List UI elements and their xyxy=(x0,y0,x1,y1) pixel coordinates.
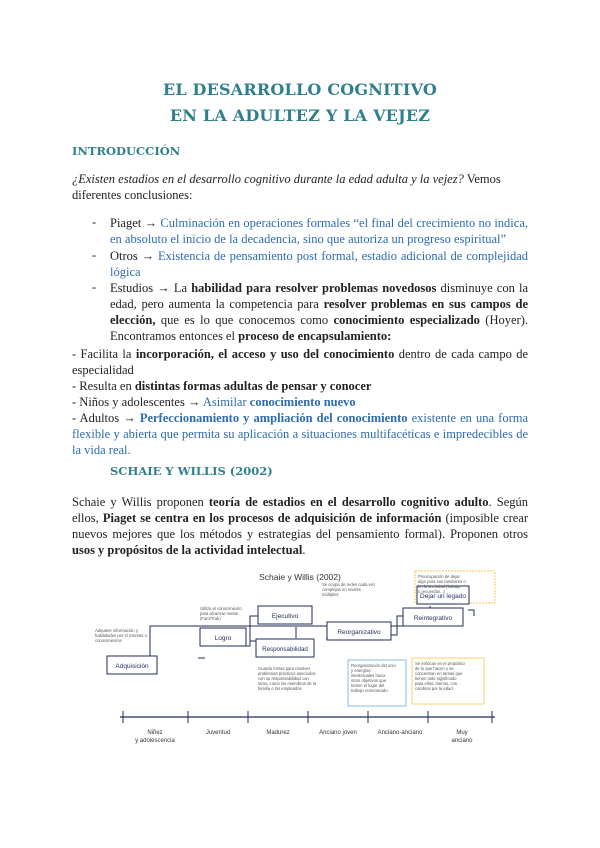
intro-question-tail: Vemos diferentes conclusiones: xyxy=(72,172,501,202)
text: disminuye con la edad, pero aumenta la competencia para xyxy=(110,281,529,311)
note-line: intelectuales hacia xyxy=(351,673,386,678)
note-line: cambios por la edad xyxy=(415,686,453,691)
bold-text: incorporación, el acceso y uso del conocimiento xyxy=(135,347,395,361)
note-line: para alcanzar metas xyxy=(200,611,238,616)
item-otros-who: Otros xyxy=(110,249,138,263)
note-line: Utiliza el conocimiento xyxy=(200,606,242,611)
note-line: conocimientos xyxy=(95,638,122,643)
note-line: Preocupación de dejar xyxy=(418,574,460,579)
bold-text: resolver problemas en sus campos de elección, xyxy=(110,297,529,327)
note-line: o recuerdos...) xyxy=(418,589,445,594)
note-line: Guarda metas para resolver xyxy=(258,666,311,671)
note-line: otros, como los miembros de la xyxy=(258,681,317,686)
timeline-label: y adolescencia xyxy=(135,738,175,744)
text: dentro de cada campo de especialidad xyxy=(72,347,528,377)
encap-line-2 xyxy=(72,378,528,394)
bold-text: usos y propósitos de la actividad intelectual xyxy=(72,543,303,557)
bold-text: conocimiento especializado xyxy=(333,313,480,327)
bold-text: conocimiento nuevo xyxy=(249,395,356,409)
stages-diagram xyxy=(90,566,510,776)
note-responsabilidad xyxy=(258,666,317,691)
bold-text: Perfeccionamiento y ampliación del conocimiento xyxy=(139,411,408,425)
bullet-dash: - xyxy=(92,248,97,262)
item-piaget-who: Piaget xyxy=(110,216,142,230)
note-ejecutivo xyxy=(322,582,375,597)
text: - Resulta en xyxy=(72,379,135,393)
note-line: otros objetivos que xyxy=(351,678,387,683)
note-line: múltiples xyxy=(322,592,339,597)
note-line: concentran en tareas que xyxy=(415,671,463,676)
note-line: trabajo remunerado xyxy=(351,688,388,693)
schaie-paragraph xyxy=(72,494,528,558)
text: (imposible crear nuevos mejores que los métodos y estrategias del pensamiento formal). Proponen otros xyxy=(72,511,529,541)
intro-question-italic: ¿Existen estadios en el desarrollo cognitivo durante la edad adulta y la vejez? xyxy=(72,172,464,186)
text: Schaie y Willis proponen xyxy=(72,495,209,509)
arrow: → xyxy=(141,216,161,230)
timeline-label: anciano xyxy=(451,738,473,744)
text: (Hoyer). Encontramos entonces el xyxy=(110,313,528,343)
text: - Adultos → xyxy=(72,411,140,425)
note-line: Se ocupa de redes cada vez xyxy=(322,582,376,587)
text: . xyxy=(302,543,306,557)
note-line: familia o los empleados xyxy=(258,686,302,691)
box-reorganizativo-label: Reorganizativo xyxy=(337,629,381,636)
text: - Niños y adolescentes → xyxy=(72,395,203,409)
note-reintegrativo xyxy=(415,661,465,691)
timeline-label: Anciano joven xyxy=(319,730,357,736)
text: que es lo que conocemos como xyxy=(155,313,334,327)
intro-question xyxy=(72,171,528,203)
arrow: → xyxy=(137,249,158,263)
encap-line-3 xyxy=(72,394,528,410)
bold-text: Piaget se centra en los procesos de adquisición de información xyxy=(102,511,442,525)
diagram-title: Schaie y Willis (2002) xyxy=(259,572,341,582)
timeline-label: Anciano-anciano xyxy=(377,730,423,736)
text: . Según ellos, xyxy=(72,495,529,525)
note-line: en la sociedad (trabajo xyxy=(418,584,461,589)
text: Asimilar xyxy=(202,395,250,409)
doc-title-line2: EN LA ADULTEZ Y LA VEJEZ xyxy=(169,106,431,125)
note-line: Adquiere información y xyxy=(95,628,138,633)
intro-heading: INTRODUCCIÓN xyxy=(72,144,181,158)
bold-text: proceso de encapsulamiento: xyxy=(238,329,392,343)
bullet-dash: - xyxy=(92,280,97,294)
bullet-dash: - xyxy=(92,215,97,229)
bold-text: distintas formas adultas de pensar y conocer xyxy=(134,379,372,393)
timeline-label: Juventud xyxy=(205,730,231,736)
note-line: tienen más significado xyxy=(415,676,457,681)
box-ejecutivo-label: Ejecutivo xyxy=(271,613,299,620)
note-line: con su responsabilidad con xyxy=(258,676,309,681)
box-logro-label: Logro xyxy=(214,635,232,642)
timeline-label: Madurez xyxy=(266,730,290,736)
item-piaget-text: Culminación en operaciones formales “el final del crecimiento no indica, en absoluto el inicio de la decadencia, sino que autoriza un progreso espiritual” xyxy=(110,216,529,246)
bold-text: habilidad para resolver problemas novedosos xyxy=(191,281,437,295)
note-line: habilidades por sí mismas o xyxy=(95,633,147,638)
item-otros-text: Existencia de pensamiento post formal, estadio adicional de complejidad lógica xyxy=(110,249,528,279)
timeline-label: Niñez xyxy=(147,730,163,736)
note-line: para ellos; menos, con xyxy=(415,681,458,686)
note-adquisicion xyxy=(95,628,148,643)
note-line: tomen el lugar del xyxy=(351,683,385,688)
schaie-heading: SCHAIE Y WILLIS (2002) xyxy=(110,464,273,478)
item-estudios xyxy=(110,280,528,344)
box-responsabilidad-label: Responsabilidad xyxy=(262,646,308,653)
note-logro xyxy=(200,606,242,621)
item-otros xyxy=(110,248,528,280)
note-line: algo para sus familiares o xyxy=(418,579,466,584)
note-line: problemas prácticos asociados xyxy=(258,671,316,676)
text: existente en una forma flexible y abierta que permita su aplicación a situaciones multifacéticas e impredecibles de la vida real. xyxy=(72,411,529,457)
encap-line-4 xyxy=(72,410,528,458)
timeline-labels xyxy=(135,730,473,744)
bold-text: teoría de estadios en el desarrollo cognitivo adulto xyxy=(208,495,489,509)
encap-line-1 xyxy=(72,346,528,378)
arrow: → La xyxy=(153,281,192,295)
note-line: y energías xyxy=(351,668,371,673)
box-legado-label: Dejar un legado xyxy=(420,593,466,600)
note-line: complejas en niveles xyxy=(322,587,361,592)
note-reorganizativo xyxy=(351,663,396,693)
note-line: (Fam/Trab) xyxy=(200,616,221,621)
box-reintegrativo-label: Reintegrativo xyxy=(413,615,453,622)
box-adquisicion-label: Adquisición xyxy=(115,663,149,670)
item-estudios-who: Estudios xyxy=(110,281,154,295)
note-line: Se enfocan en el propósito xyxy=(415,661,465,666)
timeline-label: Muy xyxy=(456,730,468,736)
doc-title-line1: EL DESARROLLO COGNITIVO xyxy=(162,80,438,99)
connector-line xyxy=(468,610,474,616)
note-line: Reorganización del ocio xyxy=(351,663,396,668)
item-piaget xyxy=(110,215,528,247)
note-line: de lo que hacen y se xyxy=(415,666,454,671)
text: - Facilita la xyxy=(72,347,136,361)
